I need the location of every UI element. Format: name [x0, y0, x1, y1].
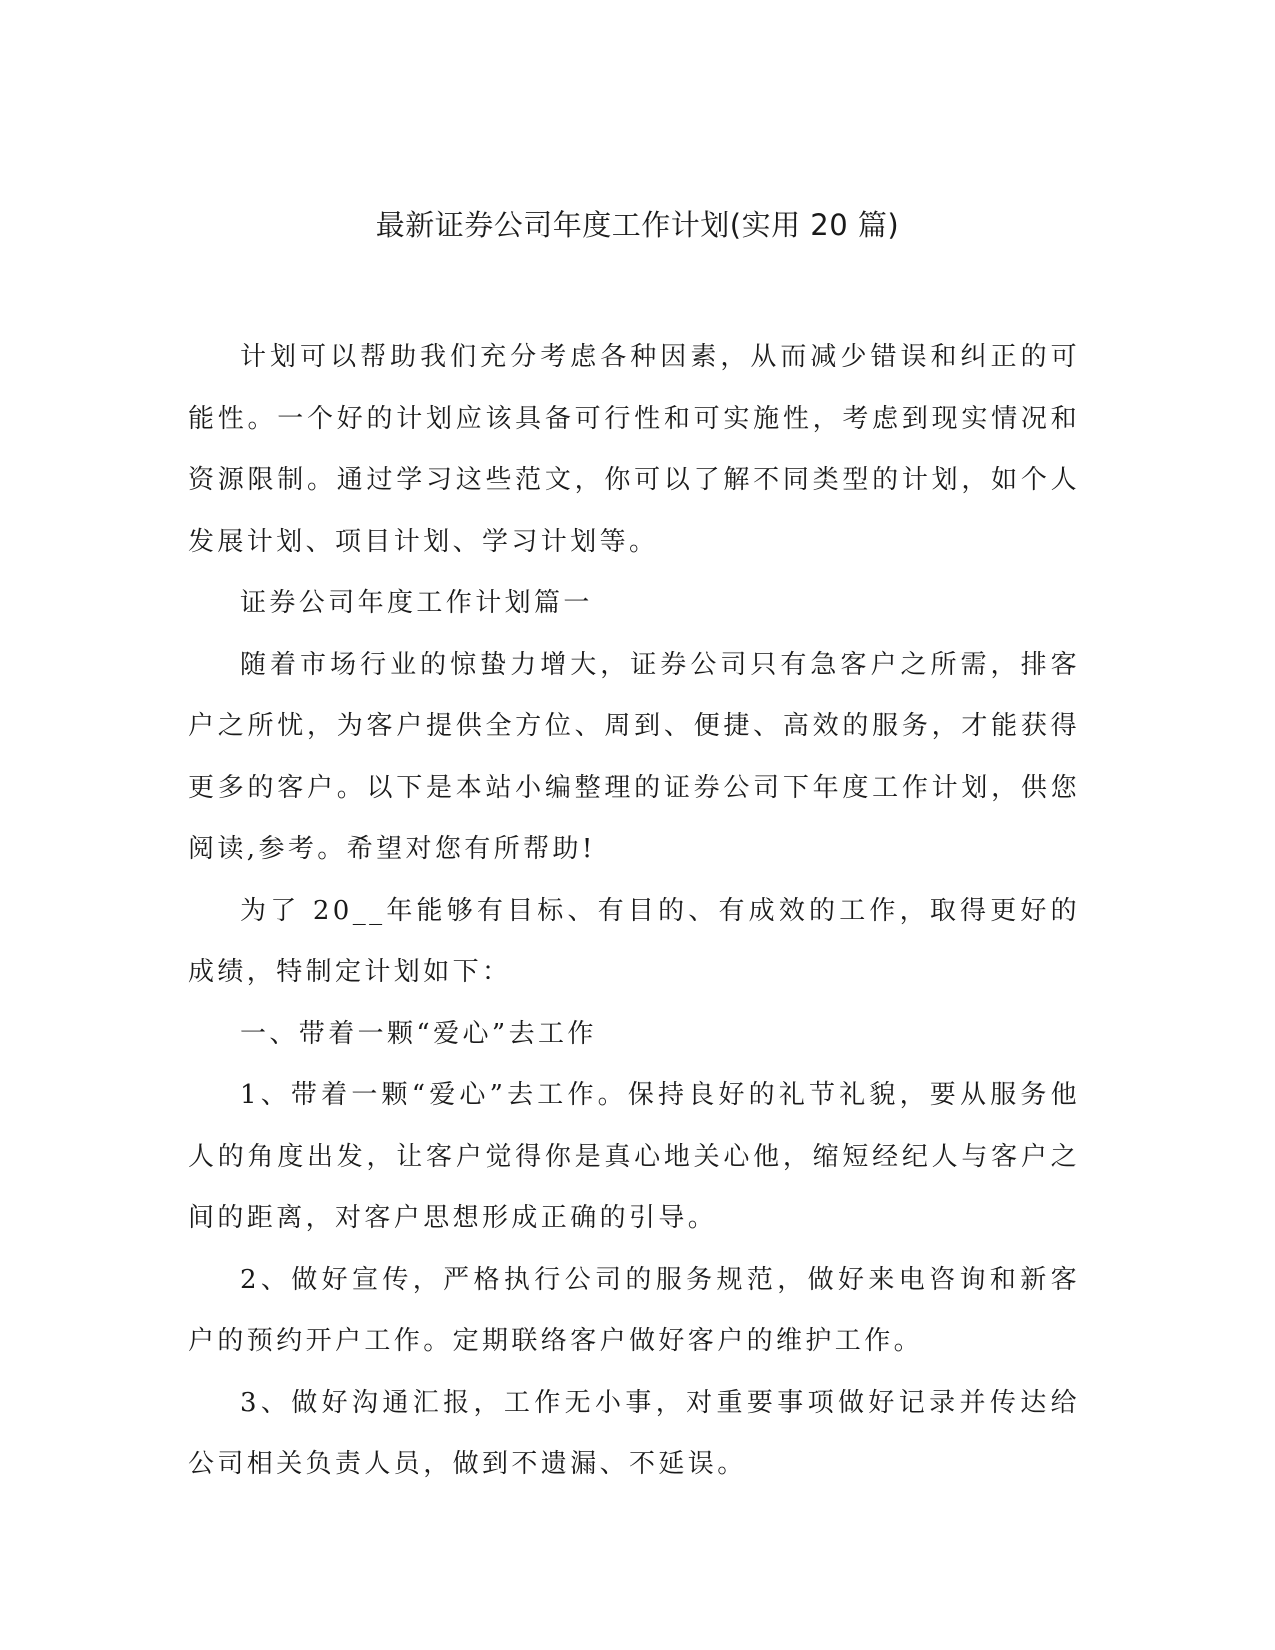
list-item-3: 3、做好沟通汇报，工作无小事，对重要事项做好记录并传达给公司相关负责人员，做到不遗漏、不延误。	[188, 1387, 1080, 1479]
document-body	[188, 327, 1080, 1496]
document-title: 最新证券公司年度工作计划(实用 20 篇)	[375, 208, 900, 242]
list-item-1: 1、带着一颗“爱心”去工作。保持良好的礼节礼貌，要从服务他人的角度出发，让客户觉得你是真心地关心他，缩短经纪人与客户之间的距离，对客户思想形成正确的引导。	[188, 1080, 1080, 1233]
section-heading-love: 一、带着一颗“爱心”去工作	[240, 1018, 597, 1049]
preface-paragraph: 随着市场行业的惊蛰力增大，证券公司只有急客户之所需，排客户之所忧，为客户提供全方位、周到、便捷、高效的服务，才能获得更多的客户。以下是本站小编整理的证券公司下年度工作计划，供您阅读,参考。希望对您有所帮助!	[188, 649, 1080, 864]
list-item-2: 2、做好宣传，严格执行公司的服务规范，做好来电咨询和新客户的预约开户工作。定期联络客户做好客户的维护工作。	[188, 1264, 1080, 1356]
intro-paragraph: 计划可以帮助我们充分考虑各种因素，从而减少错误和纠正的可能性。一个好的计划应该具备可行性和可实施性，考虑到现实情况和资源限制。通过学习这些范文，你可以了解不同类型的计划，如个人发展计划、项目计划、学习计划等。	[188, 342, 1080, 557]
plan-intro-paragraph: 为了 20__年能够有目标、有目的、有成效的工作，取得更好的成绩，特制定计划如下：	[188, 895, 1080, 987]
section-heading-part-one: 证券公司年度工作计划篇一	[240, 588, 593, 618]
